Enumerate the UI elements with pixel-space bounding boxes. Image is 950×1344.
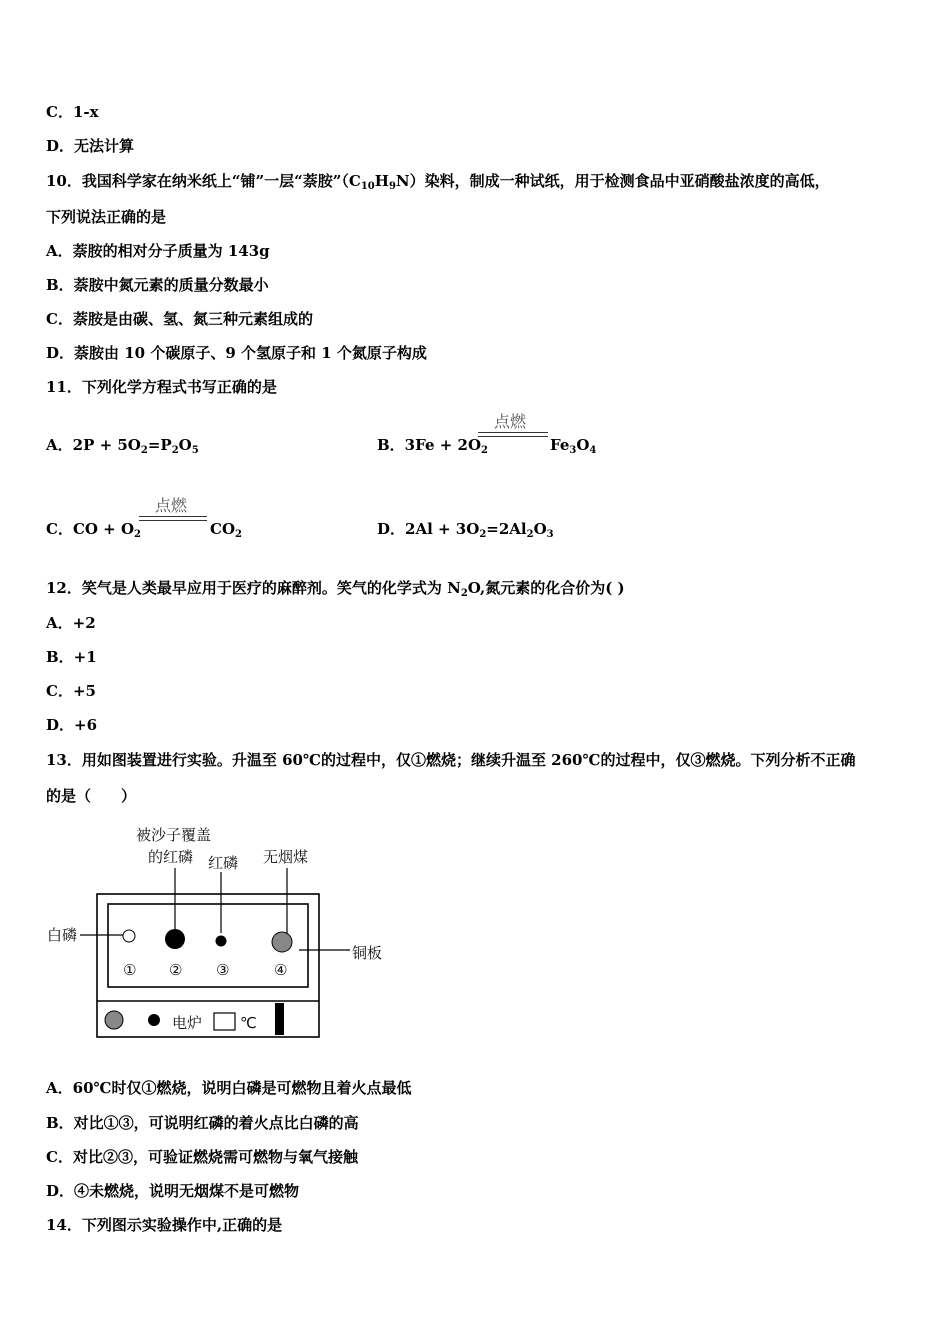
q10-stem-text-b: H (374, 172, 389, 190)
q10-stem-sub1: 10 (360, 181, 375, 192)
q12-option-a: A．+2 (46, 614, 96, 632)
label-anthracite: 无烟煤 (263, 848, 309, 866)
q10-stem-line2: 下列说法正确的是 (46, 208, 167, 226)
q10-stem-text-a: 10．我国科学家在纳米纸上“铺”一层“萘胺”（C (46, 172, 361, 190)
q11-d-sub-3: 3 (546, 529, 554, 540)
red-phosphorus-sample (216, 936, 227, 947)
furnace-outer-box (97, 894, 319, 1037)
q12-option-b: B．+1 (46, 648, 97, 666)
q13-option-a: A．60℃时仅①燃烧，说明白磷是可燃物且着火点最低 (46, 1079, 412, 1097)
anthracite-sample (272, 932, 292, 952)
q12-stem-sub: 2 (460, 588, 468, 599)
label-sand-covered-2: 的红磷 (148, 848, 194, 866)
q10-stem-sub2: 9 (388, 181, 396, 192)
q10-option-b: B．萘胺中氮元素的质量分数最小 (46, 276, 269, 294)
furnace-indicator-light (148, 1014, 160, 1026)
q12-option-d: D．+6 (46, 716, 98, 734)
q11-option-b-right (550, 435, 596, 461)
q11-b-condition: 点燃 (494, 412, 527, 431)
q11-b-text-2: Fe (550, 436, 570, 454)
q11-option-a (46, 435, 199, 461)
q11-option-c-left (46, 519, 141, 545)
q10-option-a: A．萘胺的相对分子质量为 143g (46, 242, 270, 260)
q11-option-c-right (210, 519, 242, 545)
q13-stem-line1: 13．用如图装置进行实验。升温至 60℃的过程中，仅①燃烧；继续升温至 260℃的过程中，仅③燃烧。下列分析不正确 (46, 751, 856, 769)
label-electric-furnace: 电炉 (172, 1014, 203, 1032)
sand-covered-red-phosphorus-sample (165, 929, 185, 949)
q11-b-equals-bottom (478, 436, 548, 437)
q11-option-d (377, 519, 554, 545)
q13-option-c: C．对比②③，可验证燃烧需可燃物与氧气接触 (46, 1148, 358, 1166)
white-phosphorus-sample (123, 930, 135, 942)
q12-stem (46, 578, 625, 604)
furnace-knob (105, 1011, 123, 1029)
q11-c-text-2: CO (210, 520, 236, 538)
q10-stem-line1 (46, 171, 830, 197)
q11-d-text-2: =2Al (486, 520, 527, 538)
q11-c-equals-top (139, 516, 207, 517)
q11-c-sub-1: 2 (134, 529, 141, 540)
q12-stem-text-a: 12．笑气是人类最早应用于医疗的麻醉剂。笑气的化学式为 N (46, 579, 461, 597)
q11-b-sub-3: 4 (589, 445, 597, 456)
q11-b-text-1: B．3Fe + 2O (377, 436, 482, 454)
q11-d-sub-2: 2 (526, 529, 534, 540)
label-white-phosphorus: 白磷 (47, 926, 78, 944)
q13-option-b: B．对比①③，可说明红磷的着火点比白磷的高 (46, 1114, 359, 1132)
q10-option-d: D．萘胺由 10 个碳原子、9 个氢原子和 1 个氮原子构成 (46, 344, 427, 362)
q11-b-sub-1: 2 (481, 445, 488, 456)
q11-a-sub-1: 2 (140, 445, 148, 456)
q12-stem-text-b: O,氮元素的化合价为( ) (467, 579, 625, 597)
q9-option-d: D．无法计算 (46, 137, 135, 155)
q14-stem: 14．下列图示实验操作中,正确的是 (46, 1216, 283, 1234)
copper-plate (108, 904, 308, 987)
q11-stem: 11．下列化学方程式书写正确的是 (46, 378, 277, 396)
q11-d-text-1: D．2Al + 3O (377, 520, 480, 538)
q11-b-text-3: O (576, 436, 590, 454)
q11-d-text-3: O (533, 520, 547, 538)
sample-number-3: ③ (216, 961, 230, 979)
q11-a-text-3: O (178, 436, 192, 454)
q11-a-sub-3: 5 (191, 445, 199, 456)
label-temperature-unit: ℃ (240, 1014, 257, 1032)
furnace-switch (275, 1003, 284, 1035)
q9-option-c: C．1-x (46, 103, 99, 121)
q11-a-text-2: =P (147, 436, 172, 454)
sample-number-4: ④ (274, 961, 288, 979)
q11-a-text-1: A．2P + 5O (46, 436, 141, 454)
sample-number-1: ① (123, 961, 137, 979)
q10-option-c: C．萘胺是由碳、氢、氮三种元素组成的 (46, 310, 313, 328)
q11-b-sub-2: 3 (569, 445, 577, 456)
q11-c-text-1: C．CO + O (46, 520, 135, 538)
label-red-phosphorus: 红磷 (208, 854, 239, 872)
q11-option-b-left (377, 435, 488, 461)
label-copper-plate: 铜板 (352, 944, 383, 962)
sample-number-2: ② (169, 961, 183, 979)
label-sand-covered-1: 被沙子覆盖 (136, 826, 212, 844)
q10-stem-text-c: N）染料，制成一种试纸，用于检测食品中亚硝酸盐浓度的高低， (395, 172, 830, 190)
q11-c-condition: 点燃 (155, 496, 188, 515)
q13-stem-line2: 的是（ ） (46, 787, 137, 805)
q11-c-sub-2: 2 (235, 529, 242, 540)
q11-d-sub-1: 2 (479, 529, 487, 540)
q11-c-equals-bottom (139, 520, 207, 521)
q13-option-d: D．④未燃烧，说明无烟煤不是可燃物 (46, 1182, 300, 1200)
q11-b-equals-top (478, 432, 548, 433)
q12-option-c: C．+5 (46, 682, 96, 700)
temperature-display (214, 1013, 235, 1030)
q11-a-sub-2: 2 (171, 445, 179, 456)
